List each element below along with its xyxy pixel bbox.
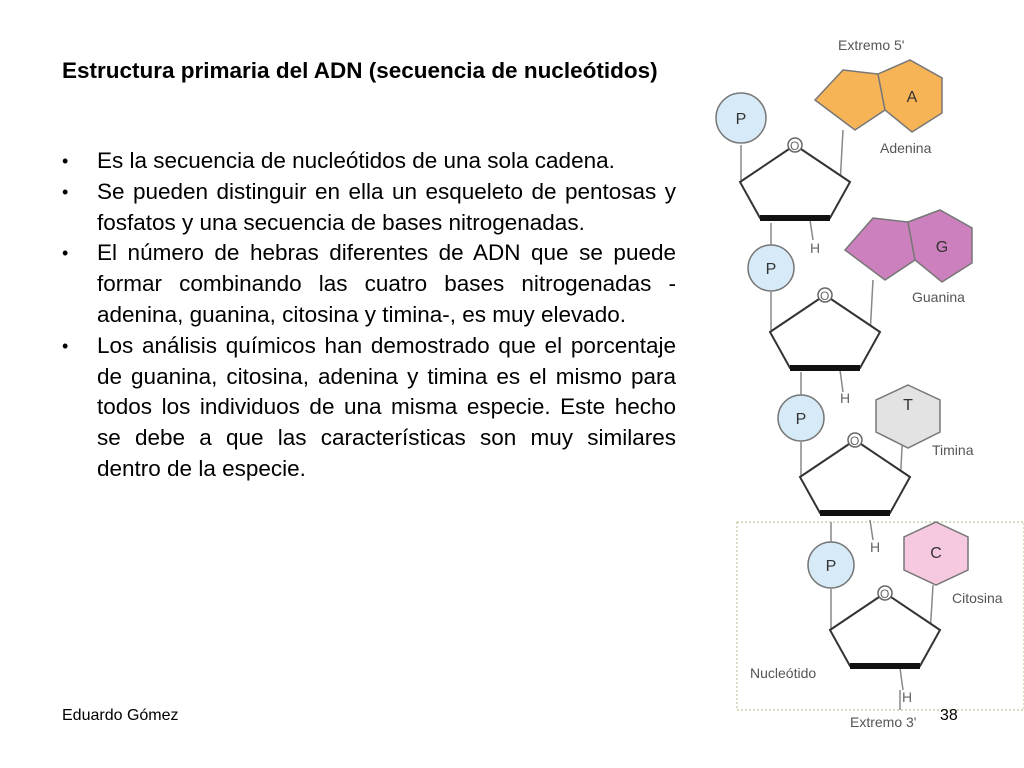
- bullet-item: [62, 331, 676, 485]
- bullet-symbol: •: [62, 335, 69, 356]
- five-prime-label: Extremo 5': [838, 37, 905, 53]
- sugar-ring: [740, 138, 850, 256]
- bullet-item: [62, 146, 676, 177]
- bullet-text: Se pueden distinguir en ella un esqueleto de pentosas y fosfatos y una secuencia de bases nitrogenadas.: [97, 178, 676, 235]
- phosphate-group: [748, 245, 794, 291]
- base-letter: C: [930, 545, 942, 562]
- sugar-ring: [830, 586, 940, 705]
- bullet-item: [62, 238, 676, 330]
- oxygen-label: O: [820, 289, 830, 303]
- oxygen-label: O: [880, 587, 890, 601]
- hydrogen-label: H: [902, 689, 913, 705]
- base-name: Adenina: [880, 140, 932, 156]
- phosphate-label: P: [735, 111, 747, 128]
- bullet-text: Es la secuencia de nucleótidos de una sola cadena.: [97, 148, 615, 173]
- phosphate-label: P: [765, 261, 777, 278]
- bullet-text: Los análisis químicos han demostrado que el porcentaje de guanina, citosina, adenina y timina es el mismo para todos los individuos de una misma especie. Este hecho se debe a que las características son muy similares dentro de la especie.: [97, 332, 676, 481]
- sugar-ring: [770, 288, 880, 406]
- phosphate-label: P: [795, 411, 807, 428]
- dna-strand-diagram: [700, 0, 1024, 768]
- sugar-ring: [800, 433, 910, 555]
- base-name: Guanina: [912, 289, 965, 305]
- phosphate-label: P: [825, 558, 837, 575]
- footer-author: Eduardo Gómez: [62, 707, 179, 724]
- base-letter: A: [906, 89, 918, 106]
- bullet-symbol: •: [62, 181, 69, 202]
- hydrogen-label: H: [810, 240, 821, 256]
- bullet-text: El número de hebras diferentes de ADN que se puede formar combinando las cuatro bases nitrogenadas -adenina, guanina, citosina y timina-, es muy elevado.: [97, 240, 676, 327]
- base-name: Timina: [932, 442, 974, 458]
- base-cytosine: [904, 522, 1003, 606]
- bullet-item: [62, 177, 676, 239]
- phosphate-group: [778, 395, 824, 441]
- base-letter: T: [903, 397, 913, 414]
- base-name: Citosina: [952, 590, 1003, 606]
- base-letter: G: [935, 239, 949, 256]
- nucleotide-box-label: Nucleótido: [750, 665, 817, 681]
- page-number: 38: [940, 707, 958, 724]
- three-prime-label: Extremo 3': [850, 714, 917, 730]
- hydrogen-label: H: [840, 390, 851, 406]
- base-thymine: [876, 385, 974, 458]
- hydrogen-label: H: [870, 539, 881, 555]
- bullet-list: [62, 146, 676, 485]
- oxygen-label: O: [850, 434, 860, 448]
- phosphate-group: [808, 542, 854, 588]
- bullet-symbol: •: [62, 151, 69, 171]
- bullet-symbol: •: [62, 243, 69, 264]
- base-guanine: [845, 210, 972, 305]
- base-adenine: [815, 60, 942, 156]
- phosphate-group: [716, 93, 766, 143]
- oxygen-label: O: [790, 139, 800, 153]
- slide-title: Estructura primaria del ADN (secuencia de nucleótidos): [62, 58, 658, 83]
